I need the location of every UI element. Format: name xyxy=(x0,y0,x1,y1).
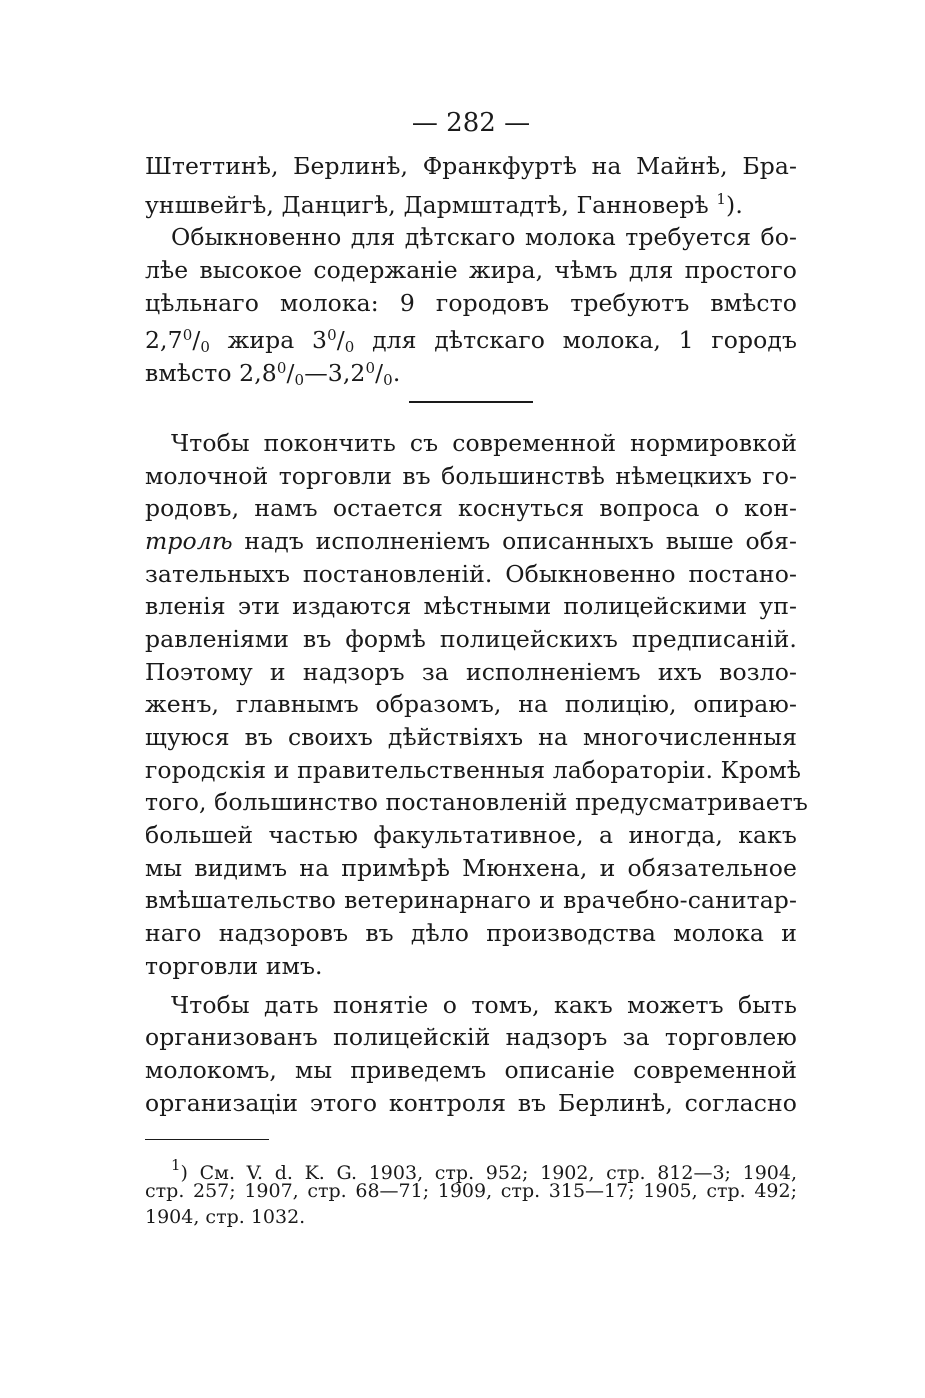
text-span: . xyxy=(392,359,401,388)
text-line: организаціи этого контроля въ Берлинѣ, согласно xyxy=(145,1088,797,1117)
text-line: молокомъ, мы приведемъ описаніе современной xyxy=(145,1055,797,1084)
paragraph-berlin xyxy=(145,989,797,1120)
text-line: Чтобы покончить съ современной нормировкой xyxy=(171,428,797,457)
footnote xyxy=(145,1152,797,1230)
text-line: наго надзоровъ въ дѣло производства молока и xyxy=(145,919,797,948)
text-line: равленіями въ формѣ полицейскихъ предписаній. xyxy=(145,624,797,653)
text-span: надъ исполненіемъ описанныхъ выше обя- xyxy=(232,526,797,555)
text-line: зательныхъ постановленій. Обыкновенно постано- xyxy=(145,559,797,588)
text-line xyxy=(145,183,797,219)
percent-sup: 0 xyxy=(182,326,193,345)
text-line: вмѣшательство ветеринарнаго и врачебно-санитар- xyxy=(145,886,797,915)
percent-slash: / xyxy=(336,326,345,355)
percent-sup: 0 xyxy=(365,359,376,378)
text-line: Обыкновенно для дѣтскаго молока требуется бо- xyxy=(171,223,797,252)
percent-sup: 0 xyxy=(327,326,337,345)
text-line: того, большинство постановленій предусматриваетъ xyxy=(145,788,808,817)
page-number: — 282 — xyxy=(411,108,531,138)
text-span: для дѣтскаго молока, 1 городъ xyxy=(354,326,797,355)
text-line: городскія и правительственныя лабораторіи. Кромѣ xyxy=(145,755,802,784)
text-span: уншвейгѣ, Данцигѣ, Дармштадтѣ, Ганноверѣ xyxy=(145,190,717,219)
text-line xyxy=(145,352,797,390)
text-line: вленія эти издаются мѣстными полицейскими уп- xyxy=(145,592,797,621)
paragraph-city-list xyxy=(145,150,797,219)
text-span: вмѣсто 2,8 xyxy=(145,359,277,388)
percent-slash: / xyxy=(192,326,201,355)
text-line: лѣе высокое содержаніе жира, чѣмъ для простого xyxy=(145,256,797,285)
percent-sub: 0 xyxy=(383,371,393,390)
percent-slash: / xyxy=(375,359,384,388)
text-line: женъ, главнымъ образомъ, на полицію, опираю- xyxy=(145,690,797,719)
text-line: родовъ, намъ остается коснуться вопроса о кон- xyxy=(145,494,797,523)
text-line: большей частью факультативное, а иногда, какъ xyxy=(145,821,797,850)
percent-slash: / xyxy=(286,359,295,388)
percent-sub: 0 xyxy=(294,371,305,390)
text-line xyxy=(145,319,797,357)
text-span: 2,7 xyxy=(145,326,183,355)
percent-sup: 0 xyxy=(276,359,287,378)
text-line: Поэтому и надзоръ за исполненіемъ ихъ возло- xyxy=(145,657,797,686)
text-line: Чтобы дать понятіе о томъ, какъ можетъ быть xyxy=(171,990,797,1019)
section-divider xyxy=(409,401,533,403)
paragraph-control xyxy=(145,427,808,983)
emphasis-text: тролѣ xyxy=(145,526,233,555)
footnote-line: 1904, стр. 1032. xyxy=(145,1206,306,1229)
footnote-reference: 1 xyxy=(716,189,727,208)
footnote-line: стр. 257; 1907, стр. 68—71; 1909, стр. 315—17; 1905, стр. 492; xyxy=(145,1180,797,1203)
text-line: щуюся въ своихъ дѣйствіяхъ на многочисленныя xyxy=(145,723,797,751)
text-span: жира 3 xyxy=(210,326,328,355)
percent-sub: 0 xyxy=(344,338,355,357)
footnote-line xyxy=(145,1152,797,1185)
text-span: ). xyxy=(726,190,743,219)
text-line: цѣльнаго молока: 9 городовъ требуютъ вмѣсто xyxy=(145,288,797,317)
percent-sub: 0 xyxy=(200,338,211,357)
text-line: Штеттинѣ, Берлинѣ, Франкфуртѣ на Майнѣ, Бра- xyxy=(145,152,797,180)
text-line: торговли имъ. xyxy=(145,951,323,980)
text-line: мы видимъ на примѣрѣ Мюнхена, и обязательное xyxy=(145,853,797,882)
text-line xyxy=(145,525,797,558)
paragraph-childrens-milk xyxy=(145,221,797,390)
book-page xyxy=(145,100,808,1230)
text-line: организованъ полицейскій надзоръ за торговлею xyxy=(145,1023,797,1052)
text-span: ) См. V. d. K. G. 1903, стр. 952; 1902, стр. 812—3; 1904, xyxy=(180,1162,797,1185)
footnote-marker: 1 xyxy=(171,1156,181,1175)
text-line: молочной торговли въ большинствѣ нѣмецкихъ го- xyxy=(145,461,797,490)
text-span: —3,2 xyxy=(304,359,366,388)
footnote-divider xyxy=(145,1139,269,1140)
